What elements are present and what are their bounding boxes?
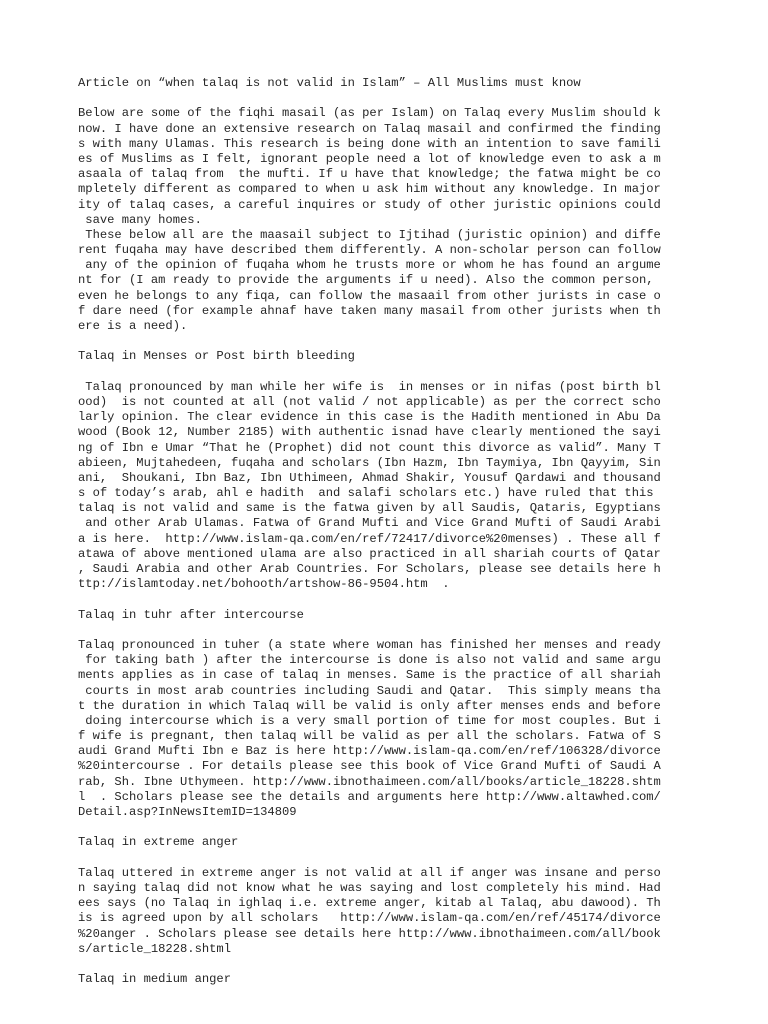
text-line: now. I have done an extensive research on Talaq masail and confirmed the finding	[78, 121, 661, 136]
text-line: ng of Ibn e Umar “That he (Prophet) did not count this divorce as valid”. Many T	[78, 440, 661, 455]
text-line: rab, Sh. Ibne Uthymeen. http://www.ibnothaimeen.com/all/books/article_18228.shtm	[78, 774, 661, 789]
text-line: s with many Ulamas. This research is being done with an intention to save famili	[78, 136, 661, 151]
text-line: ttp://islamtoday.net/bohooth/artshow-86-9504.htm .	[78, 577, 450, 592]
text-line: Detail.asp?InNewsItemID=134809	[78, 805, 297, 819]
text-line: s of today’s arab, ahl e hadith and salafi scholars etc.) have ruled that this	[78, 486, 654, 501]
section-paragraph	[78, 380, 698, 593]
text-line: , Saudi Arabia and other Arab Countries. For Scholars, please see details here h	[78, 562, 661, 576]
text-line: f dare need (for example ahnaf have taken many masail from other jurists when th	[78, 303, 661, 318]
text-line: %20intercourse . For details please see this book of Vice Grand Mufti of Saudi A	[78, 759, 661, 774]
text-line: Below are some of the fiqhi masail (as per Islam) on Talaq every Muslim should k	[78, 106, 661, 121]
text-line: s/article_18228.shtml	[78, 941, 231, 956]
section-heading: Talaq in extreme anger	[78, 835, 239, 850]
text-line: larly opinion. The clear evidence in this case is the Hadith mentioned in Abu Da	[78, 410, 661, 425]
text-line: abieen, Mujtahedeen, fuqaha and scholars (Ibn Hazm, Ibn Taymiya, Ibn Qayyim, Sin	[78, 455, 661, 470]
text-line: and other Arab Ulamas. Fatwa of Grand Mufti and Vice Grand Mufti of Saudi Arabi	[78, 516, 661, 531]
text-line: a is here. http://www.islam-qa.com/en/ref/72417/divorce%20menses) . These all f	[78, 531, 661, 546]
text-line: l . Scholars please see the details and arguments here http://www.altawhed.com/	[78, 789, 661, 804]
section-heading: Talaq in Menses or Post birth bleeding	[78, 349, 355, 364]
text-line: ood) is not counted at all (not valid / not applicable) as per the correct scho	[78, 394, 661, 409]
text-line: atawa of above mentioned ulama are also practiced in all shariah courts of Qatar	[78, 546, 661, 561]
text-line: any of the opinion of fuqaha whom he trusts more or whom he has found an argume	[78, 258, 661, 273]
text-line: t the duration in which Talaq will be valid is only after menses ends and before	[78, 698, 661, 713]
section-heading: Talaq in tuhr after intercourse	[78, 607, 304, 622]
text-line: Talaq pronounced by man while her wife is in menses or in nifas (post birth bl	[78, 379, 661, 394]
text-line: Talaq pronounced in tuher (a state where woman has finished her menses and ready	[78, 637, 661, 652]
text-line: es of Muslims as I felt, ignorant people need a lot of knowledge even to ask a m	[78, 151, 661, 166]
text-line: mpletely different as compared to when u ask him without any knowledge. In major	[78, 182, 661, 197]
text-line: n saying talaq did not know what he was saying and lost completely his mind. Had	[78, 880, 661, 895]
text-line: audi Grand Mufti Ibn e Baz is here http://www.islam-qa.com/en/ref/106328/divorce	[78, 744, 661, 759]
text-line: talaq is not valid and same is the fatwa given by all Saudis, Qataris, Egyptians	[78, 501, 661, 516]
paragraph-gap	[78, 365, 698, 380]
text-line: courts in most arab countries including Saudi and Qatar. This simply means tha	[78, 683, 661, 698]
paragraph-gap	[78, 592, 698, 607]
paragraph-gap	[78, 91, 698, 106]
text-line: asaala of talaq from the mufti. If u have that knowledge; the fatwa might be co	[78, 167, 661, 182]
text-line: ity of talaq cases, a careful inquires or study of other juristic opinions could	[78, 197, 661, 212]
article-title: Article on “when talaq is not valid in Islam” – All Muslims must know	[78, 76, 581, 90]
paragraph-gap	[78, 623, 698, 638]
section-heading: Talaq in medium anger	[78, 972, 231, 987]
text-line: even he belongs to any fiqa, can follow the masaail from other jurists in case o	[78, 288, 661, 303]
text-line: ere is a need).	[78, 319, 188, 333]
intro-paragraph	[78, 106, 698, 334]
text-line: ments applies as in case of talaq in menses. Same is the practice of all shariah	[78, 668, 661, 683]
text-line: save many homes.	[78, 212, 202, 227]
text-line: for taking bath ) after the intercourse is done is also not valid and same argu	[78, 653, 661, 668]
text-line: is is agreed upon by all scholars http://www.islam-qa.com/en/ref/45174/divorce	[78, 911, 661, 926]
text-line: ees says (no Talaq in ighlaq i.e. extreme anger, kitab al Talaq, abu dawood). Th	[78, 896, 661, 911]
paragraph-gap	[78, 957, 698, 972]
paragraph-gap	[78, 334, 698, 349]
text-line: %20anger . Scholars please see details here http://www.ibnothaimeen.com/all/book	[78, 926, 661, 941]
section-paragraph	[78, 866, 698, 957]
text-line: doing intercourse which is a very small portion of time for most couples. But i	[78, 713, 661, 728]
paragraph-gap	[78, 851, 698, 866]
text-line: wood (Book 12, Number 2185) with authentic isnad have clearly mentioned the sayi	[78, 425, 661, 440]
paragraph-gap	[78, 820, 698, 835]
text-line: nt for (I am ready to provide the arguments if u need). Also the common person,	[78, 273, 654, 288]
text-line: rent fuqaha may have described them differently. A non-scholar person can follow	[78, 243, 661, 258]
section-paragraph	[78, 638, 698, 820]
text-line: f wife is pregnant, then talaq will be valid as per all the scholars. Fatwa of S	[78, 729, 661, 744]
text-line: Talaq uttered in extreme anger is not valid at all if anger was insane and perso	[78, 865, 661, 880]
article-body	[78, 76, 698, 987]
text-line: These below all are the maasail subject to Ijtihad (juristic opinion) and diffe	[78, 227, 661, 242]
text-line: ani, Shoukani, Ibn Baz, Ibn Uthimeen, Ahmad Shakir, Yousuf Qardawi and thousand	[78, 470, 661, 485]
